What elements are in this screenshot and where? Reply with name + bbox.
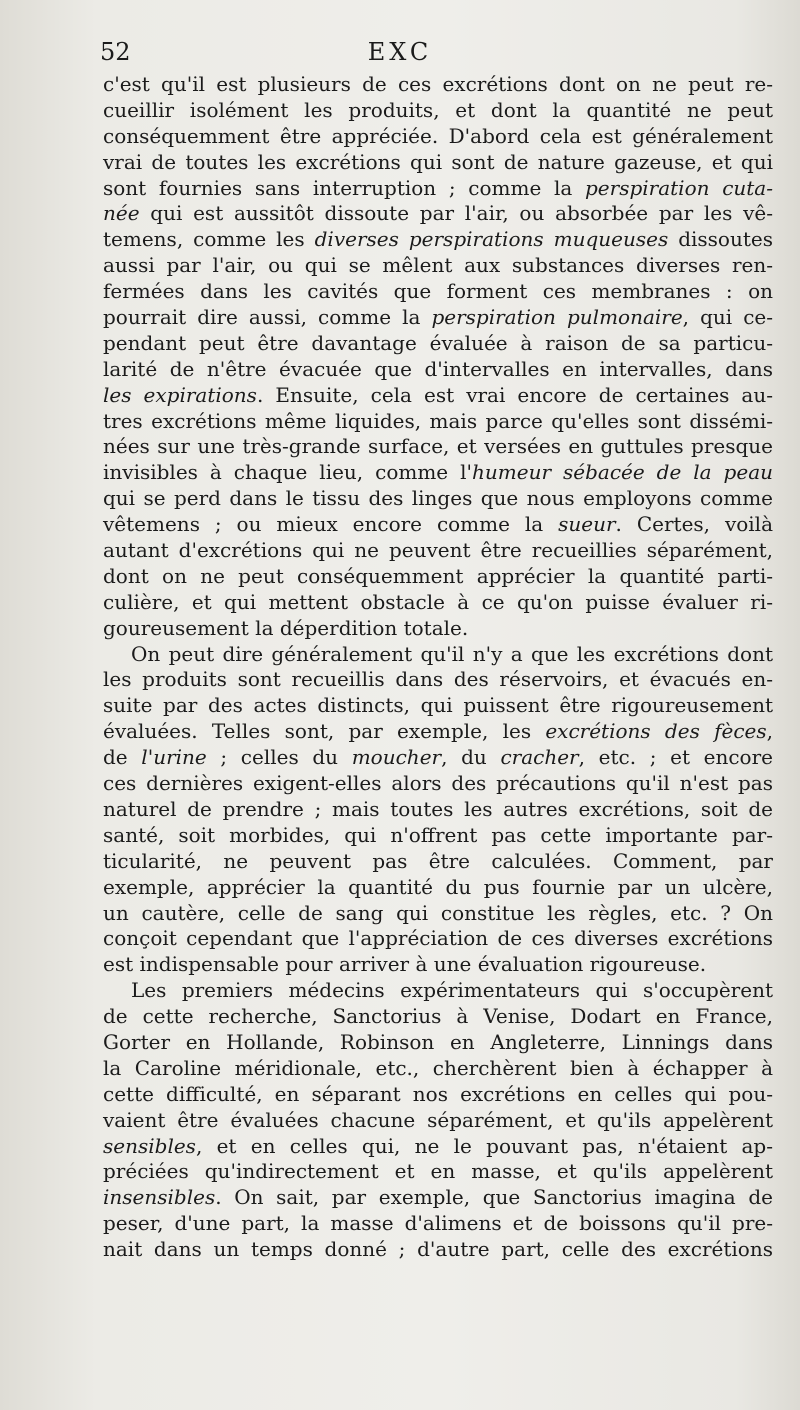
text-line: naturel de prendre ; mais toutes les autres excrétions, soit de — [103, 796, 773, 821]
italic-term: moucher — [351, 745, 442, 770]
italic-term: née — [103, 201, 140, 226]
text-line: larité de n'être évacuée que d'intervalles en intervalles, dans — [103, 356, 773, 381]
italic-term: excrétions des fèces — [545, 719, 767, 744]
italic-term: cracher — [500, 745, 579, 770]
text-line: née qui est aussitôt dissoute par l'air, ou absorbée par les vê- — [103, 201, 773, 226]
text-line: culière, et qui mettent obstacle à ce qu'on puisse évaluer ri- — [103, 589, 773, 614]
text-line: santé, soit morbides, qui n'offrent pas cette importante par- — [103, 822, 773, 847]
text-line: c'est qu'il est plusieurs de ces excrétions dont on ne peut re- — [103, 72, 773, 96]
italic-term: l'urine — [141, 745, 207, 770]
italic-term: sueur — [558, 512, 616, 537]
text-line: la Caroline méridionale, etc., cherchèrent bien à échapper à — [103, 1055, 773, 1080]
text-line: Les premiers médecins expérimentateurs qui s'occupèrent — [131, 978, 773, 1003]
text-line: dont on ne peut conséquemment apprécier la quantité parti- — [103, 563, 773, 588]
text-line: aussi par l'air, ou qui se mêlent aux substances diverses ren- — [103, 253, 773, 278]
italic-term: diverses perspirations muqueuses — [314, 227, 669, 252]
text-line: On peut dire généralement qu'il n'y a que les excrétions dont — [131, 641, 773, 666]
text-line: de l'urine ; celles du moucher, du cracher, etc. ; et encore — [103, 745, 773, 770]
text-line: ces dernières exigent-elles alors des précautions qu'il n'est pas — [103, 771, 773, 796]
text-line: qui se perd dans le tissu des linges que nous employons comme — [103, 486, 773, 511]
text-line: cueillir isolément les produits, et dont la quantité ne peut — [103, 97, 773, 122]
text-line: de cette recherche, Sanctorius à Venise, Dodart en France, — [103, 1004, 773, 1029]
page-number: 52 — [100, 38, 131, 66]
text-line: un cautère, celle de sang qui constitue les règles, etc. ? On — [103, 900, 773, 925]
text-line: Gorter en Hollande, Robinson en Angleterre, Linnings dans — [103, 1029, 773, 1054]
text-line: préciées qu'indirectement et en masse, et qu'ils appelèrent — [103, 1159, 773, 1184]
text-line: sensibles, et en celles qui, ne le pouvant pas, n'étaient ap- — [103, 1133, 773, 1158]
text-line: ticularité, ne peuvent pas être calculées. Comment, par — [103, 848, 773, 873]
italic-term: perspiration cuta- — [585, 175, 773, 200]
italic-term: sensibles — [103, 1133, 196, 1158]
italic-term: perspiration pulmonaire — [431, 305, 683, 330]
text-line: cette difficulté, en séparant nos excrétions en celles qui pou- — [103, 1081, 773, 1106]
italic-term: humeur sébacée de la peau — [472, 460, 774, 485]
body-text — [103, 72, 773, 1263]
text-line: est indispensable pour arriver à une évaluation rigoureuse. — [103, 952, 707, 977]
text-line: évaluées. Telles sont, par exemple, les excrétions des fèces, — [103, 719, 773, 744]
text-line: vrai de toutes les excrétions qui sont de nature gazeuse, et qui — [103, 149, 773, 174]
running-title: EXC — [367, 38, 433, 66]
text-line: les expirations. Ensuite, cela est vrai encore de certaines au- — [103, 382, 773, 407]
text-line: conséquemment être appréciée. D'abord cela est généralement — [103, 123, 773, 148]
text-line: vêtemens ; ou mieux encore comme la sueur. Certes, voilà — [103, 512, 774, 537]
text-line: pourrait dire aussi, comme la perspiration pulmonaire, qui ce- — [103, 305, 773, 330]
text-line: les produits sont recueillis dans des réservoirs, et évacués en- — [103, 667, 773, 692]
text-line: invisibles à chaque lieu, comme l'humeur sébacée de la peau — [103, 460, 774, 485]
text-line: exemple, apprécier la quantité du pus fournie par un ulcère, — [103, 874, 773, 899]
text-line: vaient être évaluées chacune séparément, et qu'ils appelèrent — [103, 1107, 773, 1132]
text-line: temens, comme les diverses perspirations muqueuses dissoutes — [103, 227, 773, 252]
text-line: peser, d'une part, la masse d'alimens et de boissons qu'il pre- — [103, 1211, 773, 1236]
italic-term: les expirations — [103, 382, 257, 407]
text-line: autant d'excrétions qui ne peuvent être recueillies séparément, — [103, 538, 773, 563]
text-line: conçoit cependant que l'appréciation de ces diverses excrétions — [103, 926, 773, 951]
text-line: nées sur une très-grande surface, et versées en guttules presque — [103, 434, 773, 459]
text-line: sont fournies sans interruption ; comme la perspiration cuta- — [103, 175, 773, 200]
text-line: tres excrétions même liquides, mais parce qu'elles sont dissémi- — [103, 408, 773, 433]
text-line: pendant peut être davantage évaluée à raison de sa particu- — [103, 330, 773, 355]
text-line: nait dans un temps donné ; d'autre part, celle des excrétions — [103, 1237, 773, 1262]
text-line: fermées dans les cavités que forment ces membranes : on — [103, 279, 773, 304]
italic-term: insensibles — [103, 1185, 216, 1210]
running-header — [0, 38, 800, 68]
text-line: suite par des actes distincts, qui puissent être rigoureusement — [103, 693, 773, 718]
text-line: goureusement la déperdition totale. — [103, 615, 469, 640]
text-line: insensibles. On sait, par exemple, que Sanctorius imagina de — [103, 1185, 773, 1210]
